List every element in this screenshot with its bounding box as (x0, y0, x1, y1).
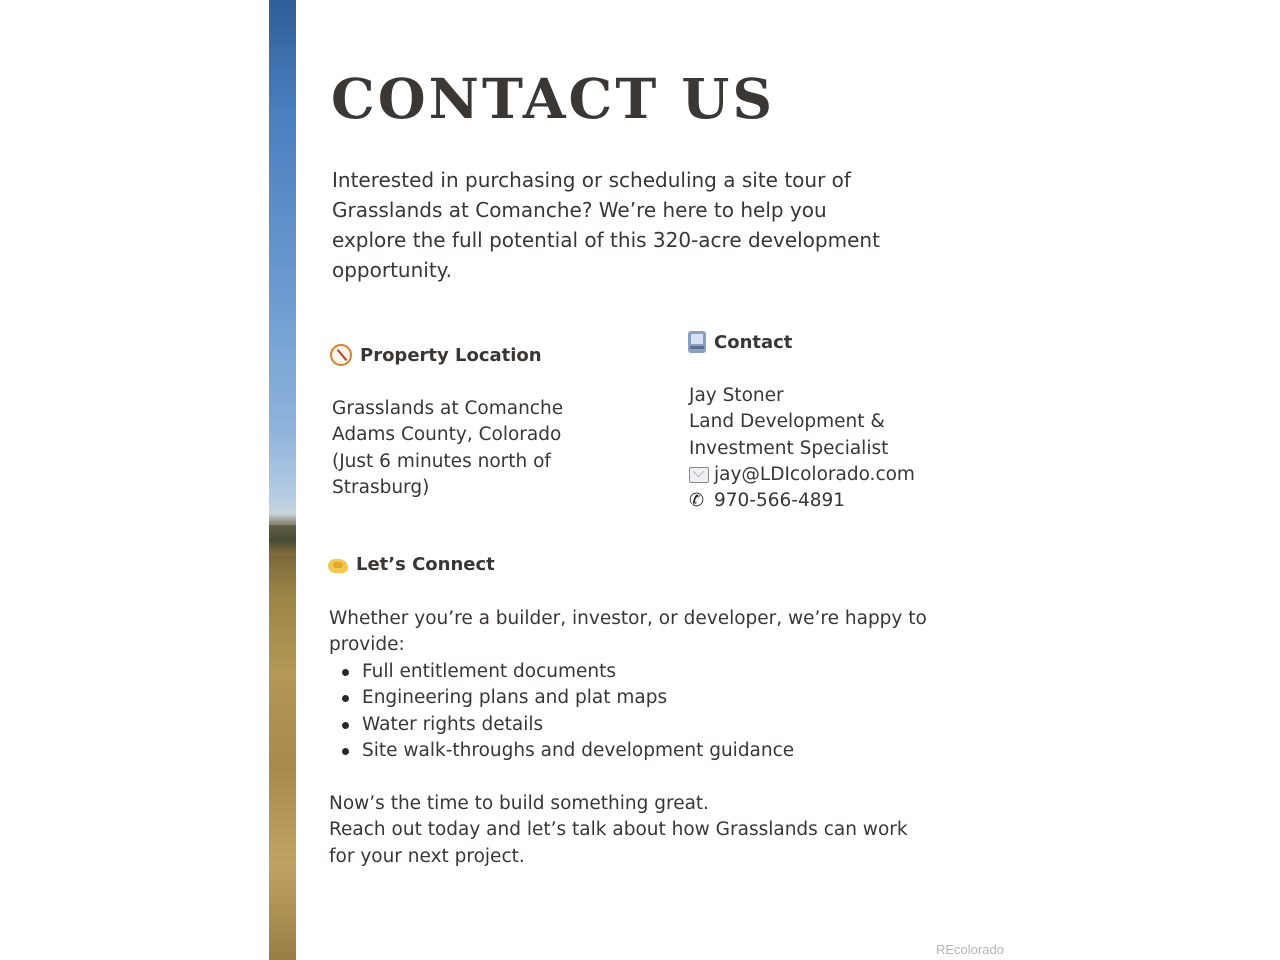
property-location-address (332, 396, 563, 501)
list-item: Site walk-throughs and development guidance (329, 738, 794, 764)
contact-details (689, 383, 915, 514)
property-location-heading-label: Property Location (360, 344, 542, 366)
contact-email-link[interactable]: jay@LDIcolorado.com (714, 463, 915, 485)
services-list (329, 659, 794, 764)
contact-title-line: Land Development & (689, 411, 885, 433)
telephone-icon: ✆ (689, 490, 705, 512)
list-item: Water rights details (329, 712, 794, 738)
contact-heading-label: Contact (714, 331, 793, 353)
contact-phone-row[interactable] (689, 488, 915, 514)
property-location-heading (330, 344, 542, 366)
closing-line: Now’s the time to build something great. (329, 793, 710, 814)
connect-intro: Whether you’re a builder, investor, or developer, we’re happy to provide: (329, 608, 927, 656)
contact-heading (688, 331, 792, 353)
address-line: Grasslands at Comanche (332, 398, 564, 419)
lets-connect-heading-label: Let’s Connect (356, 554, 495, 575)
hill-ridge (269, 525, 296, 555)
intro-paragraph: Interested in purchasing or scheduling a site tour of Grasslands at Comanche? We’re here to help you explore the full potential of this 320-acre development opportunity. (332, 168, 880, 282)
closing-line: Reach out today and let’s talk about how Grasslands can work (329, 819, 908, 841)
address-line: Adams County, Colorado (332, 424, 562, 446)
contact-email-row[interactable] (689, 462, 915, 488)
compass-icon (330, 344, 352, 366)
address-line: (Just 6 minutes north of (332, 450, 551, 472)
watermark: REcolorado (936, 942, 1004, 957)
lets-connect-heading (328, 554, 495, 575)
landscape-photo-strip (269, 0, 296, 960)
contact-name: Jay Stoner (689, 385, 784, 406)
contact-title-line: Investment Specialist (689, 437, 889, 459)
mobile-phone-icon (688, 331, 706, 353)
page-title: CONTACT US (331, 66, 776, 131)
handshake-icon (328, 559, 348, 573)
contact-phone-link[interactable]: 970-566-4891 (714, 490, 846, 512)
closing-line: for your next project. (329, 845, 525, 867)
list-item: Full entitlement documents (329, 659, 794, 685)
envelope-icon (689, 467, 709, 483)
list-item: Engineering plans and plat maps (329, 685, 794, 711)
closing-paragraph (329, 791, 908, 870)
address-line: Strasburg) (332, 476, 430, 498)
